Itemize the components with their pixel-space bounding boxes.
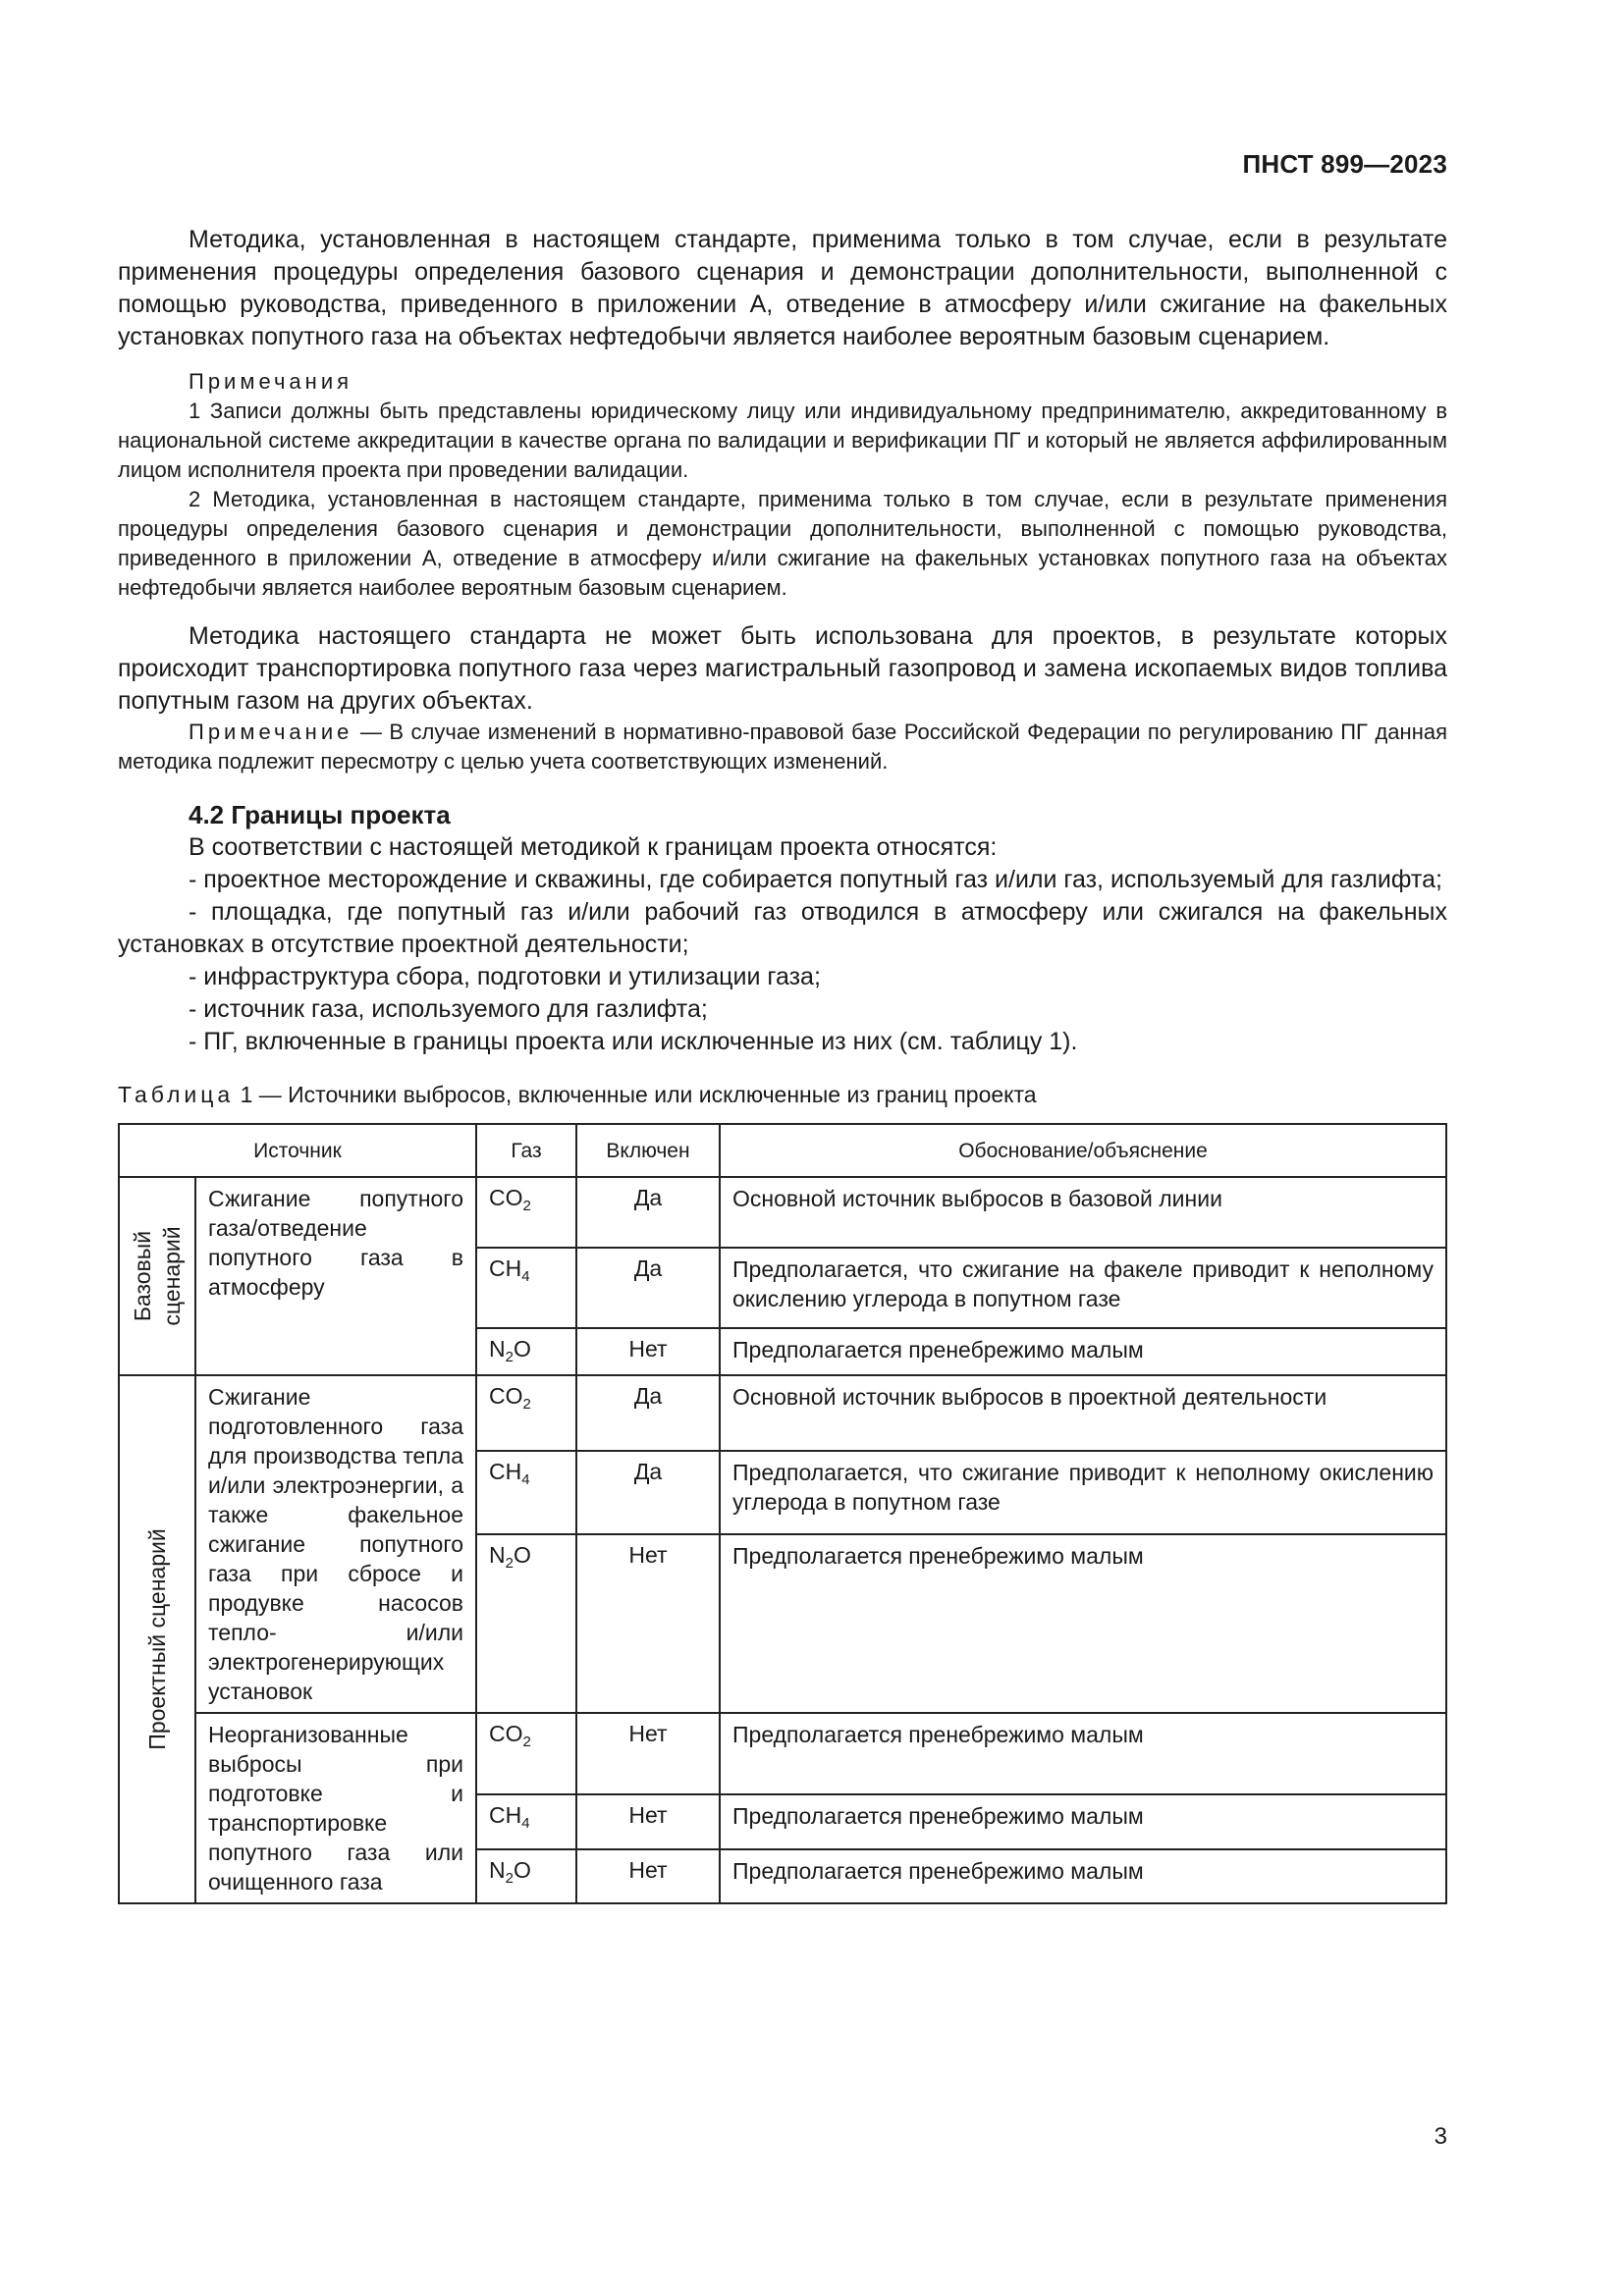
gas-cell: $CO_2$ <box>476 1375 576 1451</box>
source-baseline: Сжигание попутного газа/отведение попутного газа в атмосферу <box>195 1177 476 1375</box>
paragraph-limitation: Методика настоящего стандарта не может быть использована для проектов, в результате которых происходит транспортировка попутного газа через магистральный газопровод и замена ископаемых видов топлива попутным газом на других объектах. <box>118 622 1447 715</box>
included-cell: Да <box>576 1451 720 1534</box>
list-item: - проектное месторождение и скважины, где собирается попутный газ и/или газ, используемый для газлифта; <box>189 866 1442 893</box>
table-caption <box>118 1080 1447 1109</box>
notes-title: Примечания <box>189 369 353 394</box>
gas-cell: $N_2O$ <box>476 1849 576 1903</box>
section-title: 4.2 Границы проекта <box>189 800 451 829</box>
list-item: - источник газа, используемого для газлифта; <box>189 995 708 1023</box>
page-content <box>118 224 1447 1904</box>
table-row <box>119 1713 1446 1794</box>
justification-cell: Предполагается пренебрежимо малым <box>720 1713 1446 1794</box>
justification-cell: Предполагается, что сжигание на факеле приводит к неполному окислению углерода в попутном газе <box>720 1248 1446 1328</box>
table-caption-text: 1 — Источники выбросов, включенные или исключенные из границ проекта <box>234 1082 1037 1107</box>
included-cell: Нет <box>576 1534 720 1713</box>
gas-cell: $CO_2$ <box>476 1713 576 1794</box>
table-caption-label: Таблица <box>118 1082 235 1107</box>
scenario-baseline <box>119 1177 195 1375</box>
note-single <box>118 718 1447 776</box>
standard-code: ПНСТ 899—2023 <box>1242 149 1447 179</box>
note-2: 2 Методика, установленная в настоящем стандарте, применима только в том случае, если в результате применения процедуры определения базового сценария и демонстрации дополнительности, выполненной с помощью руководства, приведенного в приложении А, отведение в атмосферу и/или сжигание на факельных установках попутного газа на объектах нефтедобычи является наиболее вероятным базовым сценарием. <box>118 487 1447 600</box>
included-cell: Нет <box>576 1713 720 1794</box>
note-single-text: — В случае изменений в нормативно-правовой базе Российской Федерации по регулированию ПГ данная методика подлежит пересмотру с целью учета соответствующих изменений. <box>118 720 1447 774</box>
justification-cell: Предполагается пренебрежимо малым <box>720 1534 1446 1713</box>
included-cell: Нет <box>576 1328 720 1375</box>
source-project-fugitive: Неорганизованные выбросы при подготовке и транспортировке попутного газа или очищенного газа <box>195 1713 476 1903</box>
header-gas: Газ <box>476 1124 576 1177</box>
justification-cell: Основной источник выбросов в проектной деятельности <box>720 1375 1446 1451</box>
table-row <box>119 1177 1446 1248</box>
justification-cell: Предполагается, что сжигание приводит к неполному окислению углерода в попутном газе <box>720 1451 1446 1534</box>
gas-cell: $N_2O$ <box>476 1328 576 1375</box>
header-included: Включен <box>576 1124 720 1177</box>
gas-cell: $CO_2$ <box>476 1177 576 1248</box>
note-1: 1 Записи должны быть представлены юридическому лицу или индивидуальному предпринимателю, аккредитованному в национальной системе аккредитации в качестве органа по валидации и верификации ПГ и который не является аффилированным лицом исполнителя проекта при проведении валидации. <box>118 399 1447 482</box>
included-cell: Да <box>576 1248 720 1328</box>
justification-cell: Основной источник выбросов в базовой линии <box>720 1177 1446 1248</box>
included-cell: Да <box>576 1177 720 1248</box>
header-source: Источник <box>119 1124 476 1177</box>
note-single-label: Примечание <box>189 720 353 744</box>
gas-cell: $N_2O$ <box>476 1534 576 1713</box>
page-number: 3 <box>1434 2123 1447 2150</box>
justification-cell: Предполагается пренебрежимо малым <box>720 1849 1446 1903</box>
gas-cell: $CH_4$ <box>476 1248 576 1328</box>
justification-cell: Предполагается пренебрежимо малым <box>720 1794 1446 1848</box>
gas-cell: $CH_4$ <box>476 1794 576 1848</box>
section-intro: В соответствии с настоящей методикой к границам проекта относятся: <box>189 833 998 861</box>
scenario-project <box>119 1375 195 1903</box>
list-item: - инфраструктура сбора, подготовки и утилизации газа; <box>189 963 821 990</box>
scenario-baseline-label: Базовый сценарий <box>130 1226 185 1326</box>
included-cell: Да <box>576 1375 720 1451</box>
table-header-row <box>119 1124 1446 1177</box>
included-cell: Нет <box>576 1849 720 1903</box>
emission-sources-table <box>118 1123 1447 1904</box>
list-item: - ПГ, включенные в границы проекта или исключенные из них (см. таблицу 1). <box>189 1028 1078 1055</box>
notes-block <box>118 367 1447 603</box>
document-page <box>118 0 1447 2296</box>
scenario-project-label: Проектный сценарий <box>144 1528 170 1750</box>
justification-cell: Предполагается пренебрежимо малым <box>720 1328 1446 1375</box>
header-justification: Обоснование/объяснение <box>720 1124 1446 1177</box>
gas-cell: $CH_4$ <box>476 1451 576 1534</box>
paragraph-applicability: Методика, установленная в настоящем стандарте, применима только в том случае, если в результате применения процедуры определения базового сценария и демонстрации дополнительности, выполненной с помощью руководства, приведенного в приложении А, отведение в атмосферу и/или сжигание на факельных установках попутного газа на объектах нефтедобычи является наиболее вероятным базовым сценарием. <box>118 226 1447 350</box>
list-item: - площадка, где попутный газ и/или рабочий газ отводился в атмосферу или сжигался на факельных установках в отсутствие проектной деятельности; <box>118 898 1447 958</box>
source-project-combustion: Сжигание подготовленного газа для производства тепла и/или электроэнергии, а также факельное сжигание попутного газа при сбросе и продувке насосов тепло- и/или электрогенерирующих установок <box>195 1375 476 1713</box>
included-cell: Нет <box>576 1794 720 1848</box>
table-row <box>119 1375 1446 1451</box>
